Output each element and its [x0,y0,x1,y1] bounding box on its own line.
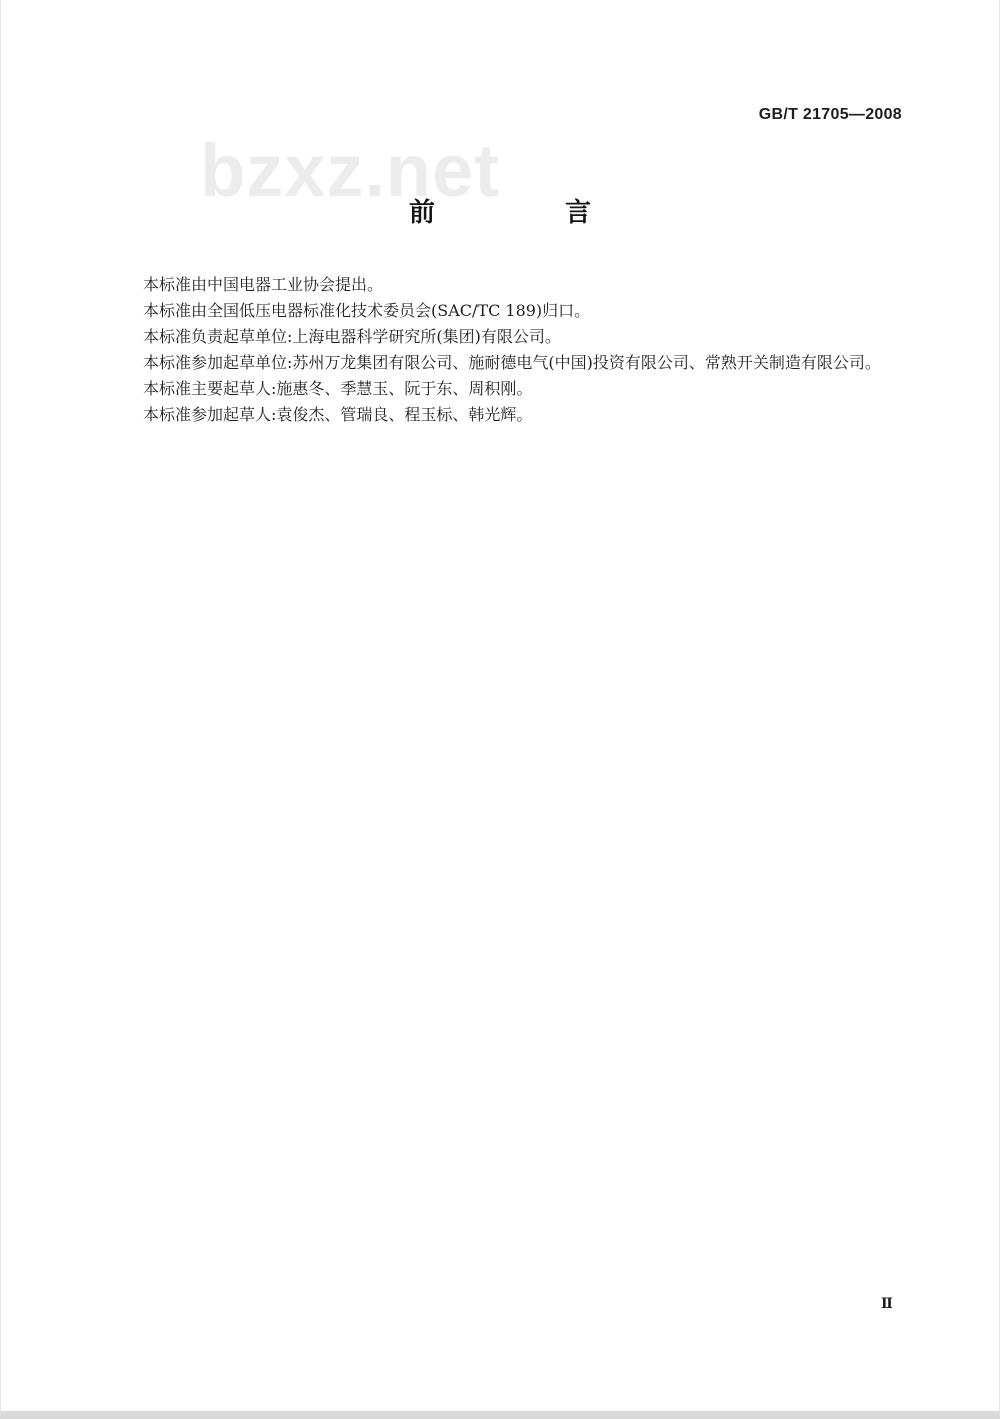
watermark-logo: bzxz.net [200,129,500,212]
foreword-body [111,272,901,428]
paragraph-main-drafters: 本标准主要起草人:施惠冬、季慧玉、阮于东、周积刚。 [143,379,533,398]
paragraph-committee: 本标准由全国低压电器标准化技术委员会(SAC/TC 189)归口。 [143,301,591,320]
paragraph-participating-drafters: 本标准参加起草单位:苏州万龙集团有限公司、施耐德电气(中国)投资有限公司、常熟开关制造有限公司。 [143,353,881,372]
section-title: 前 言 [408,198,643,228]
page-number: Ⅱ [881,1296,893,1312]
paragraph-participating-people: 本标准参加起草人:袁俊杰、管瑞良、程玉标、韩光辉。 [143,405,533,424]
paragraph-proposer: 本标准由中国电器工业协会提出。 [143,275,384,294]
standard-number: GB/T 21705—2008 [758,106,902,123]
paragraph-responsible-drafter: 本标准负责起草单位:上海电器科学研究所(集团)有限公司。 [143,327,561,346]
